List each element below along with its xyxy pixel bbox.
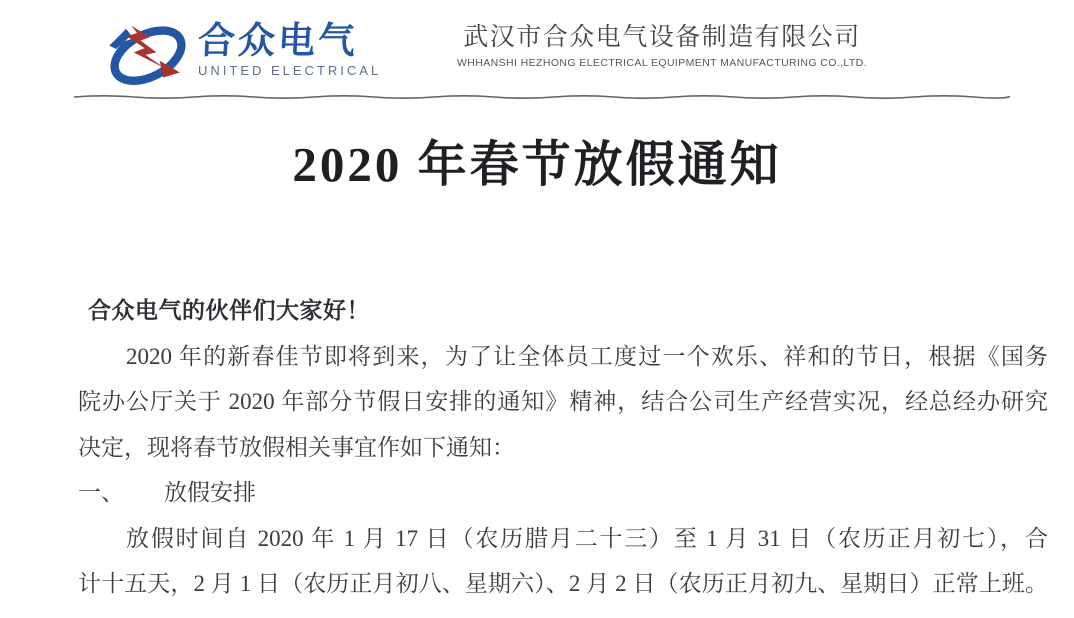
company-name-english: WHHANSHI HEZHONG ELECTRICAL EQUIPMENT MANUFACTURING CO.,LTD. xyxy=(456,57,867,69)
section1-title: 放假安排 xyxy=(164,480,256,505)
paragraph1-line2: 院办公厅关于 2020 年部分节假日安排的通知》精神，结合公司生产经营实况，经总经办研究 xyxy=(78,389,1048,414)
paragraph2-line2: 计十五天，2 月 1 日（农历正月初八、星期六）、2 月 2 日（农历正月初九、星期日）正常上班。 xyxy=(78,571,1048,596)
logo-chinese-name: 合众电气 xyxy=(196,20,360,61)
swoosh-lightning-logo-icon xyxy=(106,20,190,88)
section1-heading xyxy=(78,470,1048,516)
company-logo xyxy=(106,20,381,88)
logo-english-name: UNITED ELECTRICAL xyxy=(198,63,382,78)
notice-title: 2020 年春节放假通知 xyxy=(292,137,782,192)
company-name-block xyxy=(444,22,880,69)
section1-number: 一、 xyxy=(78,480,124,505)
logo-text xyxy=(198,20,381,78)
paragraph1-line1: 2020 年的新春佳节即将到来，为了让全体员工度过一个欢乐、祥和的节日，根据《国务 xyxy=(126,343,1048,369)
paragraph1-line3: 决定，现将春节放假相关事宜作如下通知： xyxy=(78,434,515,460)
notice-body xyxy=(78,288,1048,607)
paragraph2-line1: 放假时间自 2020 年 1 月 17 日（农历腊月二十三）至 1 月 31 日（农历正月初七），合 xyxy=(126,525,1048,551)
header-divider xyxy=(74,93,1010,101)
greeting-line: 合众电气的伙伴们大家好！ xyxy=(88,297,370,323)
letterhead xyxy=(106,18,1044,96)
company-name-chinese: 武汉市合众电气设备制造有限公司 xyxy=(463,23,861,51)
